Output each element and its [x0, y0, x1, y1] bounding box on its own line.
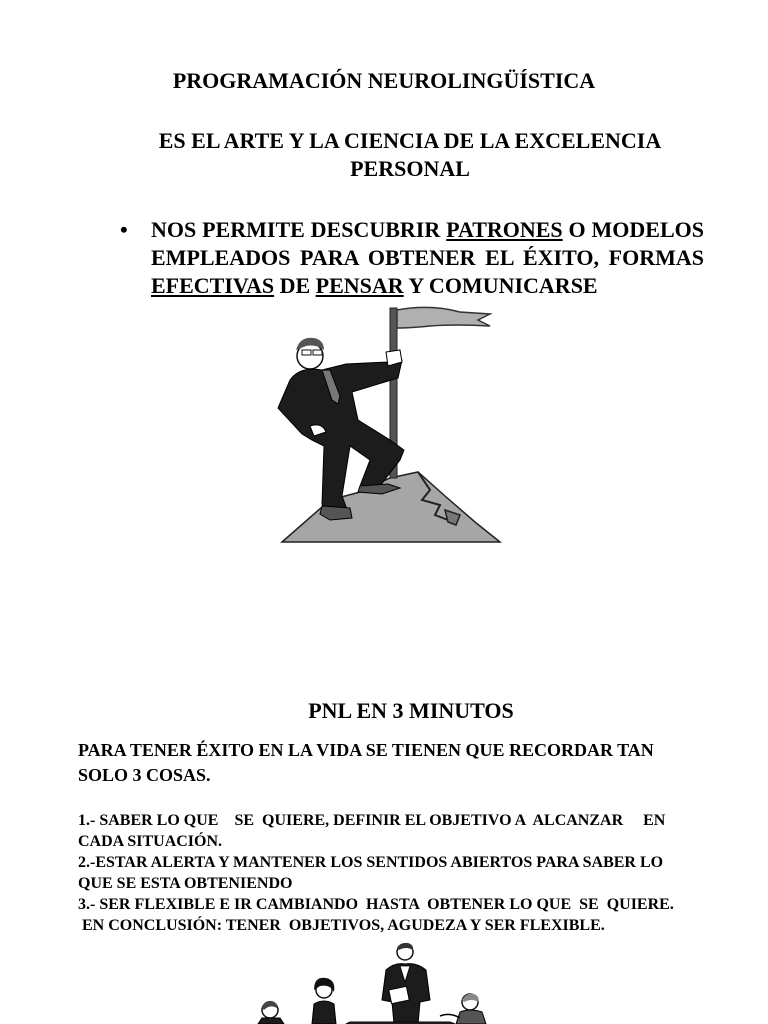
numbered-list [78, 810, 738, 936]
seated-man-right-icon [456, 994, 486, 1024]
bullet-paragraph [120, 216, 704, 300]
bullet-text [151, 216, 704, 300]
mountain-icon [282, 472, 500, 542]
bullet-text-part-2: O MODELOS EMPLEADOS PARA OBTENER EL ÉXITO, FORMAS [151, 217, 705, 270]
list-item: CADA SITUACIÓN. [78, 833, 223, 850]
underlined-patrones: PATRONES [446, 217, 563, 242]
intro-line-1: PARA TENER ÉXITO EN LA VIDA SE TIENEN QUE RECORDAR TAN [78, 740, 654, 760]
standing-presenter-icon [382, 943, 430, 1024]
seated-man-left-icon [258, 1001, 284, 1024]
bullet-text-part-4: Y COMUNICARSE [403, 273, 598, 298]
meeting-illustration [250, 940, 500, 1024]
mountain-climber-illustration [270, 300, 510, 550]
bullet-text-part-1: NOS PERMITE DESCUBRIR [151, 217, 447, 242]
businessman-icon [278, 338, 404, 520]
intro-paragraph [78, 738, 718, 788]
section-title: PNL EN 3 MINUTOS [308, 698, 514, 723]
list-item: QUE SE ESTA OBTENIENDO [78, 875, 293, 892]
intro-line-2: SOLO 3 COSAS. [78, 765, 211, 785]
bullet-text-part-3: DE [274, 273, 316, 298]
list-item: 2.-ESTAR ALERTA Y MANTENER LOS SENTIDOS ABIERTOS PARA SABER LO [78, 854, 664, 871]
flag-icon [390, 307, 490, 478]
page-title: PROGRAMACIÓN NEUROLINGÜÍSTICA [172, 68, 596, 93]
underlined-pensar: PENSAR [315, 273, 404, 298]
list-item: EN CONCLUSIÓN: TENER OBJETIVOS, AGUDEZA Y SER FLEXIBLE. [78, 917, 605, 934]
subtitle-line-1: ES EL ARTE Y LA CIENCIA DE LA EXCELENCIA [158, 128, 662, 153]
list-item: 1.- SABER LO QUE SE QUIERE, DEFINIR EL OBJETIVO A ALCANZAR EN [78, 812, 666, 829]
bullet-marker: • [120, 217, 128, 242]
seated-woman-icon [312, 978, 336, 1024]
underlined-efectivas: EFECTIVAS [151, 273, 275, 298]
subtitle [130, 127, 690, 183]
subtitle-line-2: PERSONAL [350, 156, 470, 181]
list-item: 3.- SER FLEXIBLE E IR CAMBIANDO HASTA OBTENER LO QUE SE QUIERE. [78, 896, 674, 913]
